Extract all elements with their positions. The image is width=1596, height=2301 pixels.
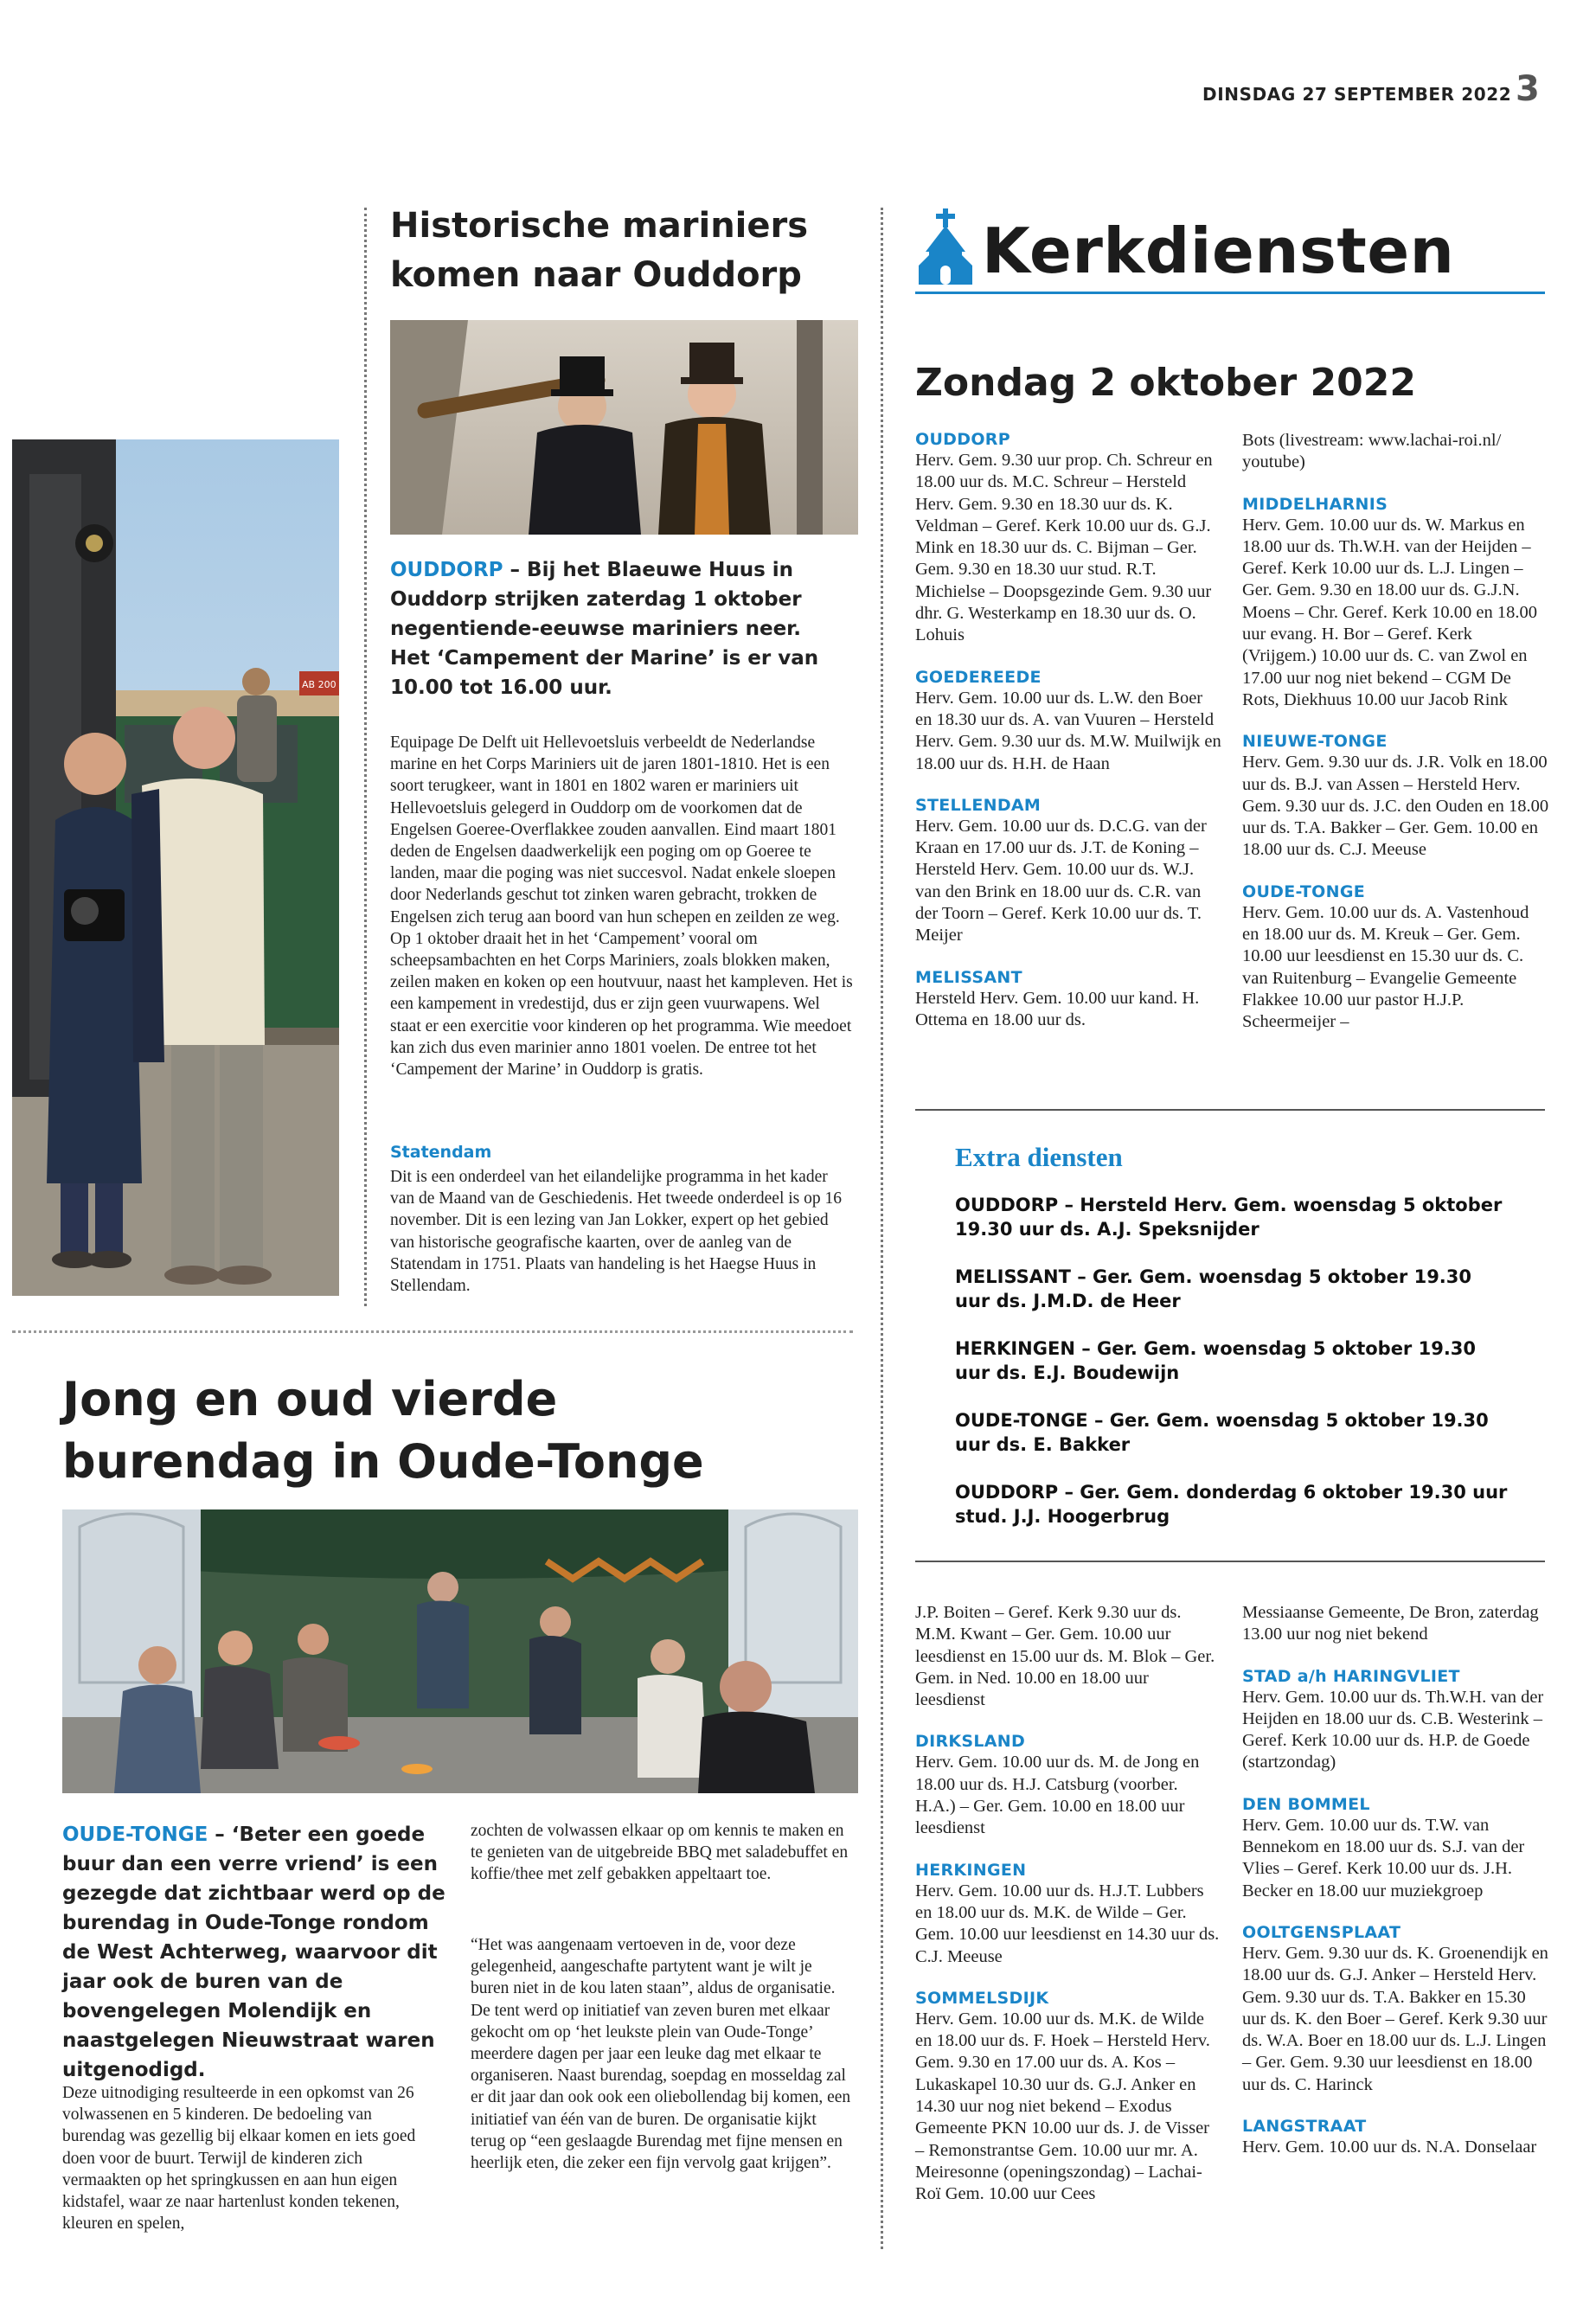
section-divider bbox=[12, 1330, 853, 1333]
kerk-services: Herv. Gem. 9.30 uur prop. Ch. Schreur en 18.00 uur ds. M.C. Schreur – Hersteld Herv. Gem. 9.30 en 18.30 uur ds. K. Veldman – Geref. Kerk 10.00 uur ds. G.J. Mink en 18.30 uur ds. C. Bijman – Ger. Gem. 9.30 en 18.30 uur stud. R.T. Michielse – Doopsgezinde Gem. 9.30 uur dhr. G. Westerkamp en 18.30 uur ds. O. Lohuis bbox=[915, 451, 1213, 645]
kerk-town: STELLENDAM bbox=[915, 795, 1042, 815]
kerk-continuation: J.P. Boiten – Geref. Kerk 9.30 uur ds. M.M. Kwant – Ger. Gem. 10.00 uur leesdienst en 15.00 uur ds. M. Blok – Ger. Gem. in Ned. 10.00 en 18.00 uur leesdienst bbox=[915, 1603, 1215, 1710]
extra-item: HERKINGEN – Ger. Gem. woensdag 5 oktober 19.30 uur ds. E.J. Boudewijn bbox=[955, 1338, 1477, 1383]
kerk-entry bbox=[1242, 1667, 1549, 1774]
kerk-services: Herv. Gem. 10.00 uur ds. L.W. den Boer en 18.30 uur ds. A. van Vuuren – Hersteld Herv. Gem. 9.30 uur ds. M.W. Muilwijk en 18.00 uur ds. H.H. de Haan bbox=[915, 688, 1221, 773]
burendag-photo bbox=[62, 1509, 858, 1793]
mariniers-photo bbox=[390, 320, 858, 535]
kerk-entry bbox=[915, 796, 1222, 947]
kerk-town: GOEDEREEDE bbox=[915, 667, 1042, 687]
kerk-town: MELISSANT bbox=[915, 967, 1022, 987]
kerk-rule bbox=[915, 1561, 1545, 1562]
burendag-body-right-1: zochten de volwassen elkaar op om kennis te maken en te genieten van de uitgebreide BBQ met saladebuffet en koffie/thee met zelf gebakken appeltaart toe. bbox=[471, 1822, 849, 1884]
kerk-town: DEN BOMMEL bbox=[1242, 1794, 1370, 1814]
mariniers-title: Historische mariniers komen naar Ouddorp bbox=[390, 206, 809, 295]
burendag-title: Jong en oud vierde burendag in Oude-Tonge bbox=[62, 1372, 704, 1489]
kerk-date-heading: Zondag 2 oktober 2022 bbox=[915, 361, 1416, 405]
kerk-town: SOMMELSDIJK bbox=[915, 1988, 1049, 2008]
kerk-entry bbox=[1242, 1923, 1549, 2096]
kerk-town: OOLTGENSPLAAT bbox=[1242, 1922, 1401, 1942]
train-sign: AB 200 bbox=[302, 679, 337, 690]
burendag-lead bbox=[62, 1820, 447, 2085]
kerk-column-1 bbox=[915, 430, 1222, 1031]
kerk-entry bbox=[915, 968, 1222, 1032]
kerk-town: MIDDELHARNIS bbox=[1242, 494, 1388, 514]
column-divider bbox=[364, 208, 367, 1306]
kerk-entry bbox=[1242, 1795, 1549, 1902]
mariniers-lead-text: – Bij het Blaeuwe Huus in Ouddorp strijken zaterdag 1 oktober negentiende-eeuwse mariniers neer. Het ‘Campement der Marine’ is er van 10.00 tot 16.00 uur. bbox=[390, 559, 819, 699]
kerk-services: Herv. Gem. 9.30 uur ds. K. Groenendijk en 18.00 uur ds. G.J. Anker – Hersteld Herv. Gem. 9.30 uur ds. T.A. Bakker en 15.30 uur ds. K. den Boer – Geref. Kerk 9.30 uur ds. W.A. Boer en 18.00 uur ds. L.J. Lingen – Ger. Gem. 9.30 uur leesdienst en 18.00 uur ds. C. Harinck bbox=[1242, 1943, 1548, 2094]
kerk-town: OUDDORP bbox=[915, 430, 1010, 449]
kerk-entry bbox=[915, 1861, 1222, 1968]
burendag-lead-text: – ‘Beter een goede buur dan een verre vriend’ is een gezegde dat zichtbaar werd op de burendag in Oude-Tonge rondom de West Achterweg, waarvoor dit jaar ook de buren van de bovengelegen Molendijk en naastgelegen Nieuwstraat waren uitgenodigd. bbox=[62, 1823, 445, 2081]
extra-item: OUDDORP – Ger. Gem. donderdag 6 oktober 19.30 uur stud. J.J. Hoogerbrug bbox=[955, 1482, 1508, 1527]
kerk-services: Herv. Gem. 10.00 uur ds. M. de Jong en 18.00 uur ds. H.J. Catsburg (voorber. H.A.) – Ger. Gem. 10.00 en 18.00 uur leesdienst bbox=[915, 1753, 1200, 1838]
church-icon bbox=[915, 208, 976, 292]
burendag-body-left: Deze uitnodiging resulteerde in een opkomst van 26 volwassenen en 5 kinderen. De bedoeling van burendag was gezellig bij elkaar komen en iets goed doen voor de buurt. Terwijl de kinderen zich vermaakten op het springkussen en aan hun eigen kidstafel, waar ze naar hartenlust konden tekenen, kleuren en spelen, bbox=[62, 2084, 416, 2234]
kerk-town: OUDE-TONGE bbox=[1242, 881, 1366, 901]
kerk-town: STAD a/h HARINGVLIET bbox=[1242, 1666, 1460, 1686]
page-number: 3 bbox=[1516, 69, 1540, 109]
kerk-services: Herv. Gem. 10.00 uur ds. Th.W.H. van der Heijden en 18.00 uur ds. C.B. Westerink – Geref. Kerk 10.00 uur ds. H.P. de Goede (startzondag) bbox=[1242, 1687, 1544, 1772]
extra-item: OUDDORP – Hersteld Herv. Gem. woensdag 5 oktober 19.30 uur ds. A.J. Speksnijder bbox=[955, 1195, 1503, 1240]
kerk-services: Herv. Gem. 10.00 uur ds. H.J.T. Lubbers en 18.00 uur ds. M.K. de Wilde – Ger. Gem. 10.00 uur leesdienst en 14.30 uur ds. C.J. Meeuse bbox=[915, 1881, 1220, 1966]
kerk-rule bbox=[915, 1109, 1545, 1111]
extra-title: Extra diensten bbox=[955, 1142, 1123, 1172]
mariniers-sub-body: Dit is een onderdeel van het eilandelijke programma in het kader van de Maand van de Geschiedenis. Het tweede onderdeel is op 16 november. Dit is een lezing van Jan Lokker, expert op het gebied van historische geografische kaarten, over de aanleg van de Statendam in 1751. Plaats van handeling is het Haegse Huus in Stellendam. bbox=[390, 1168, 842, 1296]
mariniers-subhead: Statendam bbox=[390, 1143, 492, 1162]
kerk-title: Kerkdiensten bbox=[982, 215, 1455, 287]
kerk-services: Herv. Gem. 10.00 uur ds. D.C.G. van der Kraan en 17.00 uur ds. J.T. de Koning – Hersteld Herv. Gem. 10.00 uur ds. W.J. van den Brink en 18.00 uur ds. C.R. van der Toorn – Geref. Kerk 10.00 uur ds. T. Meijer bbox=[915, 816, 1207, 945]
kerk-column-2 bbox=[1242, 430, 1549, 1034]
kerk-town: NIEUWE-TONGE bbox=[1242, 732, 1388, 752]
kerk-services: Herv. Gem. 9.30 uur ds. J.R. Volk en 18.00 uur ds. B.J. van Assen – Hersteld Herv. Gem. 9.30 uur ds. J.C. den Ouden en 18.00 uur ds. T.A. Bakker – Ger. Gem. 10.00 en 18.00 uur ds. C.J. Meeuse bbox=[1242, 753, 1549, 860]
kerk-town: LANGSTRAAT bbox=[1242, 2117, 1367, 2137]
kerk-entry bbox=[915, 668, 1222, 775]
mariniers-lead-town: OUDDORP bbox=[390, 559, 503, 581]
page-date: DINSDAG 27 SEPTEMBER 2022 bbox=[1202, 84, 1512, 105]
kerk-services: Herv. Gem. 10.00 uur ds. M.K. de Wilde en 18.00 uur ds. F. Hoek – Hersteld Herv. Gem. 9.30 en 17.00 uur ds. A. Kos – Lukaskapel 10.30 uur ds. G.J. Anker en 14.30 uur nog niet bekend – Exodus Gemeente PKN 10.00 uur ds. J. de Visser – Remonstrantse Gem. 10.00 uur mr. A. Meiresonne (openingszondag) – Lachai-Roï Gem. 10.00 uur Cees bbox=[915, 2009, 1210, 2204]
kerk-entry bbox=[1242, 2117, 1549, 2158]
kerk-entry bbox=[915, 430, 1222, 647]
kerk-continuation: Messiaanse Gemeente, De Bron, zaterdag 13.00 uur nog niet bekend bbox=[1242, 1603, 1539, 1644]
kerk-entry bbox=[1242, 732, 1549, 861]
kerk-town: HERKINGEN bbox=[915, 1860, 1027, 1880]
kerk-services: Herv. Gem. 10.00 uur ds. T.W. van Bennekom en 18.00 uur ds. S.J. van der Vlies – Geref. Kerk 10.00 uur ds. J.H. Becker en 18.00 uur muziekgroep bbox=[1242, 1815, 1525, 1900]
burendag-body-right-2: “Het was aangenaam vertoeven in de, voor deze gelegenheid, aangeschafte partytent want je wilt je buren niet in de kou laten staan”, aldus de organisatie. De tent werd op initiatief van zeven buren met elkaar gekocht om op ‘het leukste plein van Oude-Tonge’ meerdere dagen per jaar een leuke dag met elkaar te organiseren. Naast burendag, soepdag en mosseldag zal er dit jaar dan ook ook een oliebollendag bij komen, een initiatief van één van de buren. De organisatie kijkt terug op “een geslaagde Burendag met fijne mensen en heerlijk eten, die zeker een fijn vervolg gaat krijgen”. bbox=[471, 1936, 851, 2173]
kerk-title-rule bbox=[915, 292, 1545, 294]
train-station-photo bbox=[12, 439, 339, 1296]
kerk-entry bbox=[915, 1732, 1222, 1839]
kerk-continuation: Bots (livestream: www.lachai-roi.nl/ youtube) bbox=[1242, 431, 1502, 472]
extra-item: MELISSANT – Ger. Gem. woensdag 5 oktober 19.30 uur ds. J.M.D. de Heer bbox=[955, 1266, 1472, 1311]
kerk-services: Herv. Gem. 10.00 uur ds. N.A. Donselaar bbox=[1242, 2138, 1537, 2157]
kerk-entry bbox=[915, 1989, 1222, 2206]
kerk-column-4 bbox=[1242, 1602, 1549, 2158]
kerk-services: Herv. Gem. 10.00 uur ds. W. Markus en 18.00 uur ds. Th.W.H. van der Heijden – Geref. Kerk 10.00 uur ds. L.J. Lingen – Ger. Gem. 9.30 en 18.00 uur ds. G.J.N. Moens – Chr. Geref. Kerk 10.00 en 18.00 uur evang. H. Bor – Geref. Kerk (Vrijgem.) 10.00 uur ds. C. van Zwol en 17.00 uur nog niet bekend – CGM De Rots, Diekhuus 10.00 uur Jacob Rink bbox=[1242, 515, 1538, 709]
column-divider bbox=[881, 208, 883, 2249]
kerk-column-3 bbox=[915, 1602, 1222, 2206]
kerk-entry bbox=[1242, 495, 1549, 712]
kerk-town: DIRKSLAND bbox=[915, 1732, 1026, 1752]
extra-item: OUDE-TONGE – Ger. Gem. woensdag 5 oktober 19.30 uur ds. E. Bakker bbox=[955, 1410, 1489, 1455]
burendag-lead-town: OUDE-TONGE bbox=[62, 1823, 208, 1846]
mariniers-body: Equipage De Delft uit Hellevoetsluis verbeeldt de Nederlandse marine en het Corps Mariniers uit de jaren 1801-1810. Het is een soort terugkeer, want in 1801 en 1802 waren er mariniers uit Hellevoetsluis gelegerd in Ouddorp om de voorkomen dat de Engelsen Goeree-Overflakkee zouden aanvallen. Eind maart 1801 deden de Engelsen daadwerkelijk een poging om op Goeree te landen, maar die poging was niet succesvol. Nadat enkele sloepen door Nederlands geschut tot zinken waren gebracht, trokken de Engelsen zich terug aan boord van hun schepen en zeilden ze weg. Op 1 oktober draait het in het ‘Campement’ vooral om scheepsambachten en het Corps Mariniers, zoals blokken maken, zeilen maken en koken op een houtvuur, naast het kampleven. Het is een kampement in vredestijd, dus er zijn geen vuurwapens. Wel staat er een exercitie voor kinderen op het programma. Wie meedoet kan zich dus even marinier anno 1801 voelen. De entree tot het ‘Campement der Marine’ in Ouddorp is gratis. bbox=[390, 734, 853, 1080]
kerk-services: Hersteld Herv. Gem. 10.00 uur kand. H. Ottema en 18.00 uur ds. bbox=[915, 988, 1200, 1029]
mariniers-lead bbox=[390, 555, 840, 702]
kerk-services: Herv. Gem. 10.00 uur ds. A. Vastenhoud en 18.00 uur ds. M. Kreuk – Ger. Gem. 10.00 uur leesdienst en 15.30 uur ds. C. van Ruitenburg – Evangelie Gemeente Flakkee 10.00 uur pastor H.J.P. Scheermeijer – bbox=[1242, 902, 1529, 1032]
kerk-entry bbox=[1242, 882, 1549, 1034]
extra-list bbox=[955, 1194, 1509, 1553]
